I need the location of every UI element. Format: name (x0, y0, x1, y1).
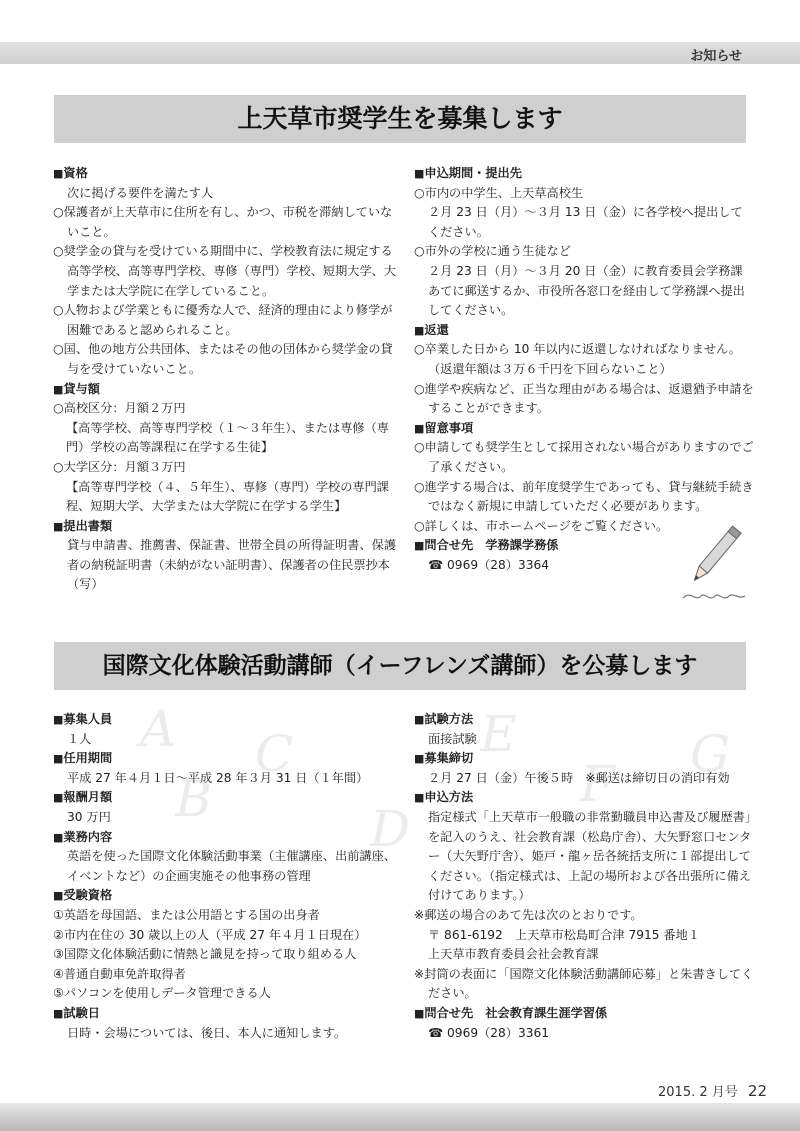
body-text: ※郵送の場合のあて先は次のとおりです。 (414, 907, 643, 922)
section-heading: ■ 留意事項 (414, 419, 754, 439)
body-text: ○進学する場合は、前年度奨学生であっても、貸与継続手続きではなく新規に申請していただく必要があります。 (414, 479, 754, 514)
scholarship-left-column (53, 164, 398, 595)
section-heading: ■ 試験方法 (414, 710, 754, 730)
body-text: ③国際文化体験活動に情熱と識見を持って取り組める人 (53, 947, 357, 962)
body-text: ☎ 0969（28）3361 (428, 1025, 549, 1040)
deco-letter-f: F (580, 755, 615, 813)
section-heading: ■ 募集人員 (53, 710, 398, 730)
body-text: 上天草市教育委員会社会教育課 (428, 947, 599, 962)
section-heading: ■ 募集締切 (414, 749, 754, 769)
body-text: ※封筒の表面に「国際文化体験活動講師応募」と朱書きしてください。 (414, 966, 754, 1001)
section-heading: ■ 資格 (53, 164, 398, 184)
section-heading: ■ 申込方法 (414, 788, 754, 808)
body-text: 〒 861-6192 上天草市松島町合津 7915 番地１ (428, 927, 700, 942)
body-text: ○人物および学業ともに優秀な人で、経済的理由により修学が困難であると認められること。 (53, 303, 393, 337)
body-text: 次に掲げる要件を満たす人 (67, 185, 214, 200)
section-heading: ■ 問合せ先 学務課学務係 (414, 536, 754, 556)
section-heading: ■ 業務内容 (53, 828, 398, 848)
body-text: ○市外の学校に通う生徒など (414, 244, 571, 259)
deco-letter-b: B (175, 770, 212, 828)
body-text: ２月 27 日（金）午後５時 ※郵送は締切日の消印有効 (428, 770, 730, 785)
issue-label: 2015. 2 月号 (658, 1085, 738, 1100)
page-footer (658, 1081, 767, 1100)
body-text: 日時・会場については、後日、本人に通知します。 (67, 1025, 347, 1040)
section-heading: ■ 試験日 (53, 1004, 398, 1024)
body-text: ○高校区分：月額２万円 (53, 401, 186, 416)
deco-letter-g: G (690, 725, 730, 783)
body-text: ２月 23 日（月）～３月 20 日（金）に教育委員会学務課あてに郵送するか、市役所各窓口を経由して学務課へ提出してください。 (428, 263, 745, 318)
body-text: 面接試験 (428, 731, 477, 746)
deco-letter-a: A (140, 700, 177, 758)
efriends-right-column (414, 710, 754, 1043)
body-text: 30 万円 (67, 809, 111, 824)
body-text: ○大学区分：月額３万円 (53, 459, 186, 474)
body-text: ○進学や疾病など、正当な理由がある場合は、返還猶予申請をすることができます。 (414, 381, 754, 416)
section-label: お知らせ (690, 49, 742, 64)
body-text: ④普通自動車免許取得者 (53, 966, 186, 981)
section-heading: ■ 受験資格 (53, 886, 398, 906)
efriends-left-column (53, 710, 398, 1043)
body-text: ○保護者が上天草市に住所を有し、かつ、市税を滞納していないこと。 (53, 205, 393, 239)
body-text: 貸与申請書、推薦書、保証書、世帯全員の所得証明書、保護者の納税証明書（未納がない証明書）、保護者の住民票抄本（写） (67, 538, 397, 592)
body-text: 【高等専門学校（４、５年生）、専修（専門）学校の専門課程、短期大学、大学または大学院に在学する学生】 (66, 479, 389, 514)
body-text: ２月 23 日（月）～３月 13 日（金）に各学校へ提出してください。 (428, 205, 743, 239)
body-text: 【高等学校、高等専門学校（１～３年生）、または専修（専門）学校の高等課程に在学する生徒】 (66, 420, 389, 455)
body-text: ⑤パソコンを使用しデータ管理できる人 (53, 986, 271, 1001)
body-text: ②市内在住の 30 歳以上の人（平成 27 年４月１日現在） (53, 927, 367, 942)
page-number: 22 (747, 1082, 767, 1100)
deco-letter-c: C (255, 725, 294, 783)
body-text: ①英語を母国語、または公用語とする国の出身者 (53, 907, 320, 922)
top-header-bar (0, 42, 800, 64)
body-text: ○申請しても奨学生として採用されない場合がありますのでご了承ください。 (414, 440, 754, 474)
bottom-bar (0, 1103, 800, 1131)
body-text: 英語を使った国際文化体験活動事業（主催講座、出前講座、イベントなど）の企画実施その他事務の管理 (67, 849, 397, 883)
body-text: ○卒業した日から 10 年以内に返還しなければなりません。（返還年額は３万６千円を下回らないこと） (414, 342, 742, 376)
scholarship-title: 上天草市奨学生を募集します (54, 95, 746, 143)
body-text: ○詳しくは、市ホームページをご覧ください。 (414, 518, 669, 533)
scholarship-right-column (414, 164, 754, 575)
body-text: ○市内の中学生、上天草高校生 (414, 185, 584, 200)
section-heading: ■ 問合せ先 社会教育課生涯学習係 (414, 1004, 754, 1024)
section-heading: ■ 任用期間 (53, 749, 398, 769)
deco-letter-e: E (480, 705, 517, 763)
section-heading: ■ 貸与額 (53, 380, 398, 400)
body-text: ☎ 0969（28）3364 (428, 557, 549, 572)
body-text: ○国、他の地方公共団体、またはその他の団体から奨学金の貸与を受けていないこと。 (53, 342, 393, 376)
efriends-title: 国際文化体験活動講師（イーフレンズ講師）を公募します (54, 642, 746, 690)
section-heading: ■ 提出書類 (53, 517, 398, 537)
body-text: 平成 27 年４月１日～平成 28 年３月 31 日（１年間） (67, 770, 369, 785)
section-heading: ■ 申込期間・提出先 (414, 164, 754, 184)
section-heading: ■ 報酬月額 (53, 788, 398, 808)
body-text: ○奨学金の貸与を受けている期間中に、学校教育法に規定する高等学校、高等専門学校、専修（専門）学校、短期大学、大学または大学院に在学していること。 (53, 244, 397, 298)
deco-letter-d: D (370, 800, 411, 858)
body-text: 指定様式「上天草市一般職の非常勤職員申込書及び履歴書」を記入のうえ、社会教育課（松島庁舎）、大矢野窓口センター（大矢野庁舎）、姫戸・龍ヶ岳各統括支所に１部提出してください。（指定様式は、上記の場所および各出張所に備え付けてあります。） (428, 809, 752, 903)
body-text: １人 (67, 731, 92, 746)
section-heading: ■ 返還 (414, 321, 754, 341)
